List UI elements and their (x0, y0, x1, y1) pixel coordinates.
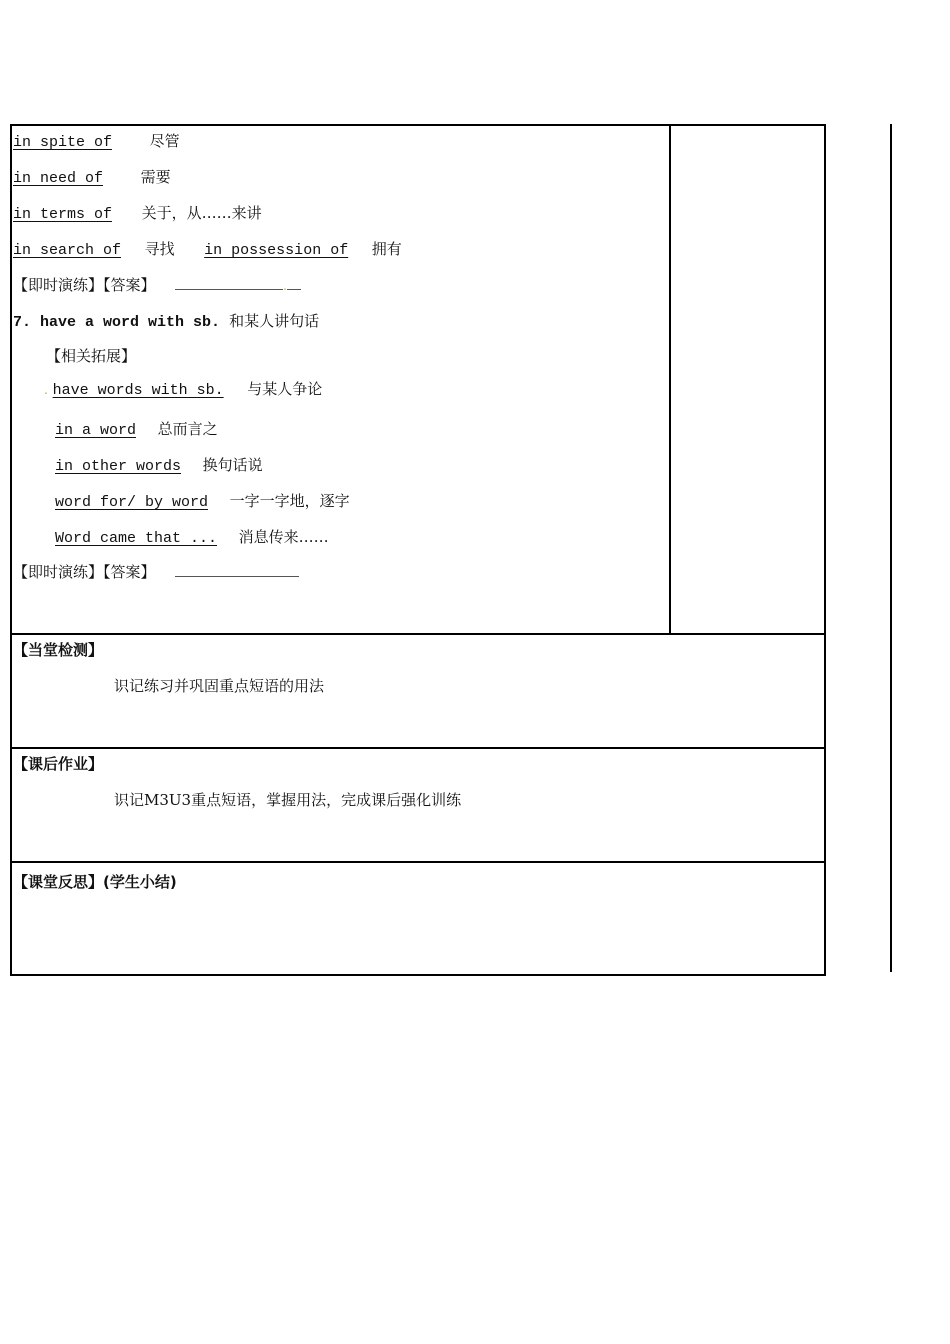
phrase-row (13, 239, 402, 261)
phrase-meaning: 尽管 (149, 132, 180, 150)
phrase-row (13, 167, 171, 189)
answer-blank-tail (287, 275, 301, 290)
practice-label: 【即时演练】【答案】 (13, 563, 156, 581)
extension-row (44, 379, 322, 401)
mark-dot: . (283, 279, 287, 293)
reflection-section-title: 【课堂反思】(学生小结) (13, 873, 177, 891)
practice-label: 【即时演练】【答案】 (13, 276, 156, 294)
extension-row (55, 491, 350, 513)
row-divider-check (10, 633, 826, 635)
item7-meaning: 和某人讲句话 (229, 312, 320, 330)
phrase-text: in search of (13, 242, 122, 259)
notes-column-divider (669, 124, 671, 635)
homework-section-body: 识记M3U3重点短语，掌握用法，完成课后强化训练 (114, 791, 462, 809)
check-section-body: 识记练习并巩固重点短语的用法 (114, 677, 325, 695)
extension-meaning: 消息传来…… (238, 528, 329, 546)
phrase-text: in need of (13, 170, 104, 187)
phrase-meaning: 寻找 (144, 240, 175, 258)
phrase-text: in terms of (13, 206, 113, 223)
extension-meaning: 总而言之 (157, 420, 218, 438)
extension-meaning: 一字一字地，逐字 (229, 492, 350, 510)
item7-heading (13, 311, 319, 333)
mark-dot: . (44, 383, 48, 397)
phrase-row (13, 203, 262, 225)
check-section-title: 【当堂检测】 (13, 641, 104, 659)
phrase-meaning: 关于，从……来讲 (141, 204, 262, 222)
extension-meaning: 与某人争论 (247, 380, 323, 398)
phrase-text: in spite of (13, 134, 113, 151)
extension-row (55, 419, 218, 441)
phrase-meaning: 拥有 (371, 240, 402, 258)
answer-blank[interactable] (175, 275, 283, 290)
right-margin-line (890, 124, 892, 972)
extension-row (55, 527, 329, 549)
extension-phrase: Word came that ... (55, 530, 218, 547)
answer-blank[interactable] (175, 562, 299, 577)
extension-row (55, 455, 263, 477)
practice-answer-line (13, 275, 301, 296)
phrase-meaning: 需要 (140, 168, 171, 186)
extension-phrase: word for/ by word (55, 494, 209, 511)
extension-phrase: in a word (55, 422, 137, 439)
row-divider-homework (10, 747, 826, 749)
phrase-text: in possession of (204, 242, 349, 259)
extension-phrase: have words with sb. (52, 382, 224, 399)
practice-answer-line (13, 562, 299, 582)
phrase-row (13, 131, 180, 153)
extension-label: 【相关拓展】 (46, 347, 137, 365)
homework-section-title: 【课后作业】 (13, 755, 104, 773)
row-divider-reflection (10, 861, 826, 863)
extension-phrase: in other words (55, 458, 182, 475)
extension-meaning: 换句话说 (202, 456, 263, 474)
item7-phrase: 7. have a word with sb. (13, 314, 221, 331)
